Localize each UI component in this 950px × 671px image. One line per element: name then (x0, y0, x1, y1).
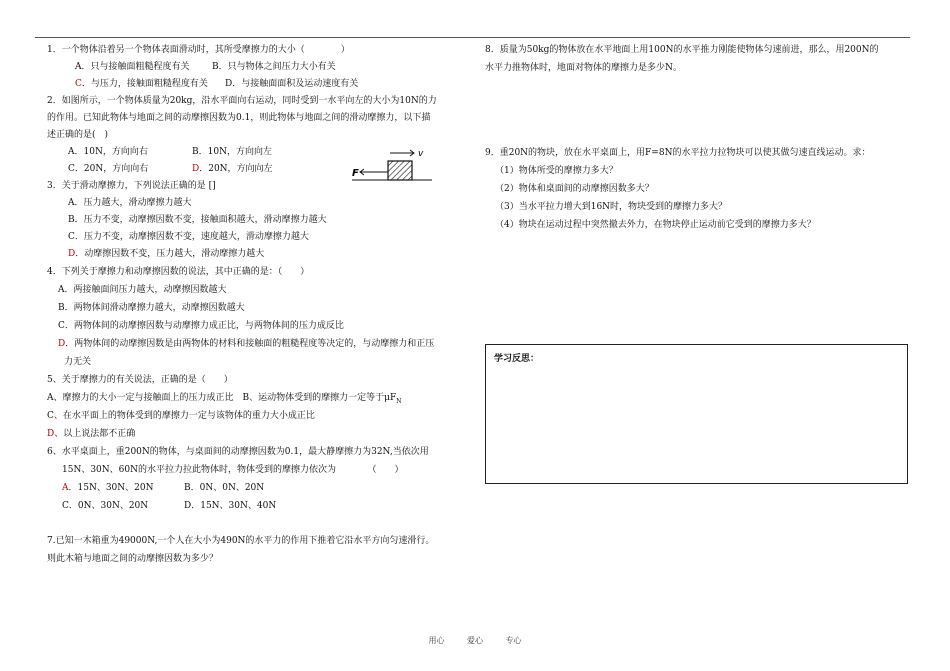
q6-option-c: C．0N、30N、20N (62, 501, 149, 511)
q8-stem-line2: 水平力推物体时，地面对物体的摩擦力是多少N。 (485, 63, 682, 73)
q6-option-b: B．0N、0N、20N (184, 483, 265, 493)
footer-word-1: 用心 (428, 636, 445, 645)
q5-option-d: D、以上说法都不正确 (47, 429, 136, 439)
q3-stem: 3．关于滑动摩擦力，下列说法正确的是 [] (47, 181, 216, 191)
q3-option-b: B．压力不变，动摩擦因数不变，接触面积越大，滑动摩擦力越大 (68, 215, 327, 225)
q2-stem-line2: 的作用。已知此物体与地面之间的动摩擦因数为0.1，则此物体与地面之间的滑动摩擦力，以下描 (47, 113, 431, 123)
q6-stem-line2: 15N、30N、60N的水平拉力拉此物体时，物体受到的摩擦力依次为 （ ） (62, 465, 404, 475)
q1-stem: 1．一个物体沿着另一个物体表面滑动时，其所受摩擦力的大小（ ） (47, 45, 350, 55)
q4-option-c: C．两物体间的动摩擦因数与动摩擦力成正比，与两物体间的压力成反比 (58, 321, 344, 331)
velocity-label: v (418, 149, 424, 159)
q2-option-b: B．10N，方向向左 (192, 147, 272, 157)
q3-option-a: A．压力越大，滑动摩擦力越大 (68, 198, 192, 208)
page-footer (0, 635, 950, 646)
block-shape (388, 161, 412, 180)
q1-option-c: C．与压力，接触面粗糙程度有关 (75, 79, 208, 89)
answer-mark: D (68, 249, 76, 259)
q6-stem-line1: 6、水平桌面上，重200N的物体，与桌面间的动摩擦因数为0.1，最大静摩擦力为32N,当依次用 (47, 447, 429, 457)
q2-option-c: C．20N，方向向右 (68, 164, 149, 174)
footer-word-2: 爱心 (467, 636, 483, 645)
q3-option-d: D．动摩擦因数不变，压力越大，滑动摩擦力越大 (68, 249, 265, 259)
q9-sub-1: （1）物体所受的摩擦力多大？ (495, 166, 618, 176)
q2-option-d: D．20N，方向向左 (192, 164, 273, 174)
reflection-box (485, 344, 908, 484)
q1-option-b: B．只与物体之间压力大小有关 (212, 62, 336, 72)
q2-option-a: A．10N，方向向右 (68, 147, 148, 157)
q6-option-d: D．15N、30N、40N (184, 501, 277, 511)
q8-stem-line1: 8．质量为50kg的物体放在水平地面上用100N的水平推力刚能使物体匀速前进，那么，用200N的 (485, 45, 879, 55)
q6-option-a: A．15N、30N、20N (62, 483, 154, 493)
q9-sub-3: （3）当水平拉力增大到16N时，物块受到的摩擦力多大？ (495, 202, 728, 212)
answer-mark: C (75, 79, 82, 89)
answer-mark: D (58, 339, 66, 349)
q3-option-c: C．压力不变，动摩擦因数不变，速度越大，滑动摩擦力越大 (68, 232, 309, 242)
q7-stem-line1: 7.已知一木箱重为49000N,一个人在大小为490N的水平力的作用下推着它沿水平方向匀速滑行。 (47, 536, 435, 546)
q4-option-d: D．两物体间的动摩擦因数是由两物体的材料和接触面的粗糙程度等决定的，与动摩擦力和正压 (58, 339, 435, 349)
q2-stem-line3: 述正确的是( ) (47, 130, 109, 140)
force-label: F (352, 168, 359, 179)
q7-stem-line2: 则此木箱与地面之间的动摩擦因数为多少？ (47, 554, 219, 564)
q9-sub-2: （2）物体和桌面间的动摩擦因数多大？ (495, 184, 654, 194)
q5-option-a-b: A、摩擦力的大小一定与接触面上的压力成正比 B、运动物体受到的摩擦力一定等于$\mu F_N$ (47, 393, 402, 405)
q4-option-a: A．两接触面间压力越大，动摩擦因数越大 (58, 285, 227, 295)
q4-option-b: B．两物体间滑动摩擦力越大，动摩擦因数越大 (58, 303, 245, 313)
block-on-surface-diagram (350, 147, 440, 187)
q2-stem-line1: 2．如图所示，一个物体质量为20kg，沿水平面向右运动，同时受到一水平向左的大小为10N的力 (47, 96, 437, 106)
answer-mark: A (62, 483, 69, 493)
q1-option-d: D．与接触面面积及运动速度有关 (225, 79, 359, 89)
q9-sub-4: （4）物块在运动过程中突然撤去外力，在物块停止运动前它受到的摩擦力多大？ (495, 220, 816, 230)
top-rule (35, 37, 910, 38)
q9-stem: 9．重20N的物块，放在水平桌面上，用F=8N的水平拉力拉物块可以使其做匀速直线运动。求： (485, 148, 871, 158)
footer-word-3: 专心 (505, 636, 522, 645)
q4-option-d-line2: 力无关 (64, 357, 92, 367)
q1-option-a: A．只与接触面粗糙程度有关 (75, 62, 190, 72)
reflection-title: 学习反思： (494, 354, 540, 364)
answer-mark: D (192, 164, 200, 174)
answer-mark: D (47, 429, 55, 439)
q5-stem: 5、关于摩擦力的有关说法，正确的是（ ） (47, 375, 233, 385)
q4-stem: 4．下列关于摩擦力和动摩擦因数的说法，其中正确的是：（ ） (47, 267, 310, 277)
q5-option-c: C、在水平面上的物体受到的摩擦力一定与该物体的重力大小成正比 (47, 411, 315, 421)
